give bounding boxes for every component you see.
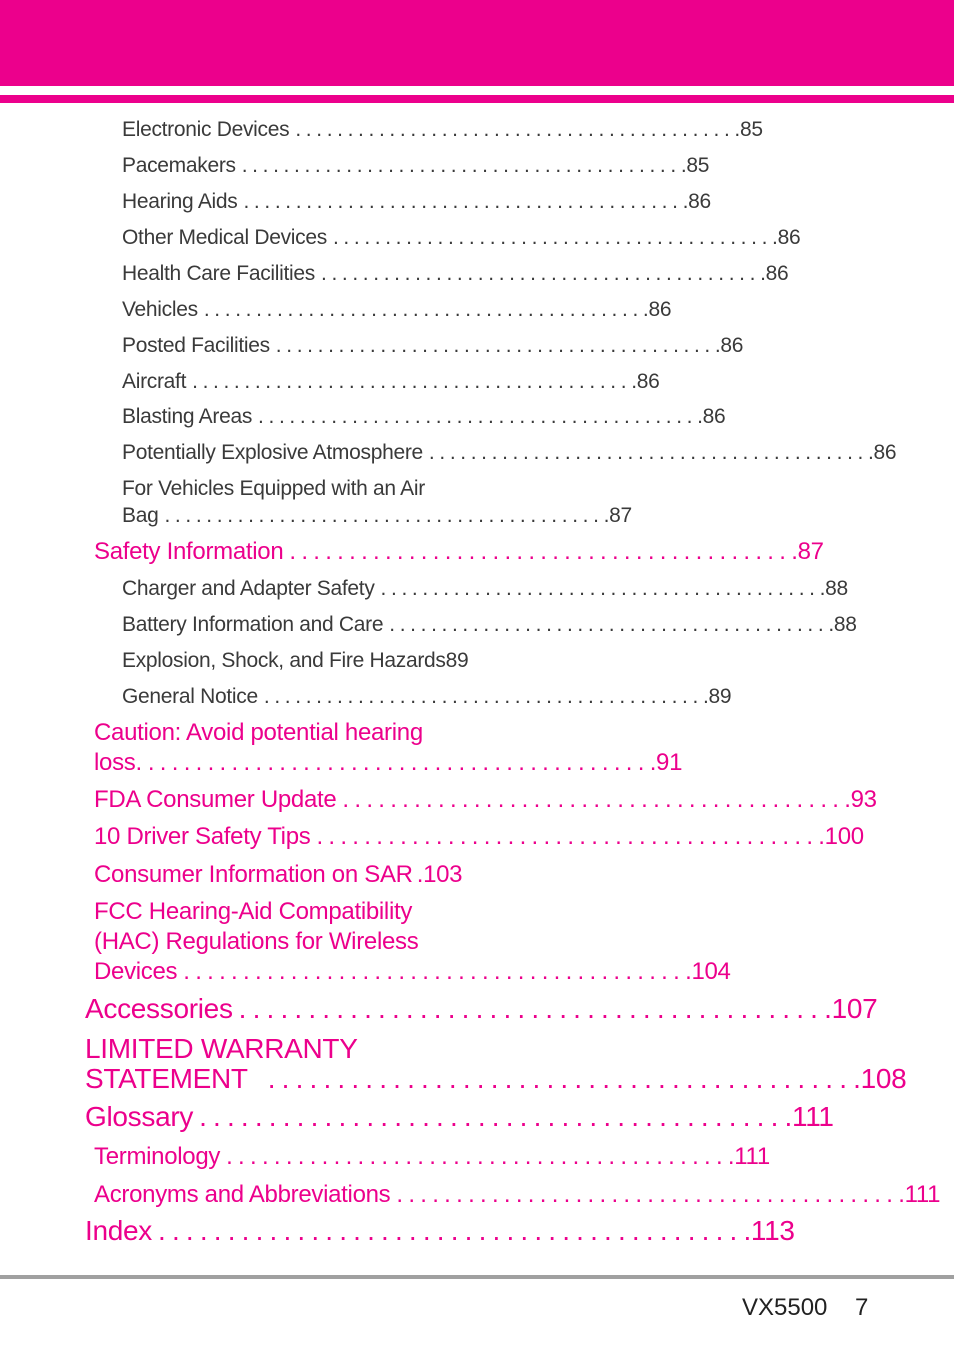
toc-entry[interactable] [85,1033,907,1094]
toc-entry-title: Health Care Facilities [122,262,315,285]
header-bar [0,0,954,86]
toc-entry[interactable] [122,296,672,323]
toc-entry-title: FDA Consumer Update [94,786,337,813]
toc-entry-page: 89 [445,649,469,672]
toc-entry-title: Terminology [94,1143,221,1170]
dot-leader: .......................................... [332,226,773,249]
toc-entry-title-line: Caution: Avoid potential hearing [94,719,423,746]
toc-entry-page: .86 [760,262,789,285]
toc-entry[interactable] [85,1101,834,1132]
toc-entry-page: .103 [416,861,463,888]
dot-leader: .......................................... [275,334,715,357]
toc-entry-title: Vehicles [122,298,198,321]
toc-entry[interactable] [94,1180,941,1210]
toc-entry-title: General Notice [122,685,258,708]
toc-entry-page: .111 [727,1143,770,1170]
dot-leader: .......................................... [192,370,632,393]
dot-leader: .......................................... [199,1101,785,1132]
toc-entry[interactable] [94,718,683,778]
toc-entry[interactable] [94,785,877,815]
toc-entry-title-line: (HAC) Regulations for Wireless [94,928,419,955]
toc-entry-title: Index [85,1215,152,1246]
dot-leader: .......................................... [243,190,683,213]
toc-entry-title: STATEMENT [85,1063,248,1094]
toc-entry-title-line: LIMITED WARRANTY [85,1033,358,1064]
dot-leader: .......................................... [289,538,792,565]
dot-leader: .......................................... [183,958,686,985]
toc-entry[interactable] [122,188,711,215]
toc-entry[interactable] [122,575,848,602]
toc-entry-title: Safety Information [94,538,284,565]
toc-entry-page: .86 [682,190,711,213]
toc-entry[interactable] [94,1142,770,1172]
toc-entry-page: .86 [697,405,726,428]
dot-leader: .......................................... [396,1181,899,1208]
toc-entry-title: Accessories [85,993,233,1024]
toc-entry-page: .113 [743,1215,795,1246]
toc-entry-page: .85 [680,154,710,177]
dot-leader: .......................................... [226,1143,728,1170]
toc-entry-page: .91 [649,749,683,776]
toc-entry-page: .107 [824,993,878,1024]
toc-entry[interactable] [122,368,660,395]
toc-entry-title: Blasting Areas [122,405,253,428]
toc-entry-title: Hearing Aids [122,190,238,213]
toc-entry[interactable] [122,475,632,529]
dot-leader: .......................................... [342,786,845,813]
dot-leader: .......................................... [380,577,820,600]
dot-leader: .......................................... [316,823,819,850]
toc-entry-page: .87 [791,538,824,565]
toc-entry[interactable] [85,1215,795,1246]
dot-leader: .......................................... [241,154,681,177]
toc-entry-title: Battery Information and Care [122,613,384,636]
toc-entry-title: Other Medical Devices [122,226,327,249]
toc-entry-page: .111 [784,1101,834,1132]
toc-entry[interactable] [94,822,864,852]
toc-entry-title-line: For Vehicles Equipped with an Air [122,477,425,500]
dot-leader: .......................................... [258,405,698,428]
toc-entry-title: Explosion, Shock, and Fire Hazards [122,649,446,672]
toc-entry-page: .86 [642,298,672,321]
dot-leader: .......................................... [238,993,825,1024]
toc-entry-page: .100 [818,823,864,850]
toc-entry-page: .89 [702,685,732,708]
toc-entry-title: Devices [94,958,178,985]
toc-entry[interactable] [122,403,726,430]
toc-entry-title: Glossary [85,1101,194,1132]
dot-leader: .......................................... [389,613,829,636]
toc-entry[interactable] [94,860,463,890]
toc-entry-title: 10 Driver Safety Tips [94,823,311,850]
toc-entry-title: Bag [122,504,159,527]
toc-entry-title: Electronic Devices [122,118,290,141]
dot-leader: .......................................... [320,262,761,285]
dot-leader: .......................................... [295,118,735,141]
dot-leader: .......................................... [267,1063,854,1094]
dot-leader: .......................................... [263,685,703,708]
footer-page-number: 7 [855,1294,869,1321]
toc-entry-title: Posted Facilities [122,334,270,357]
toc-entry-page: .104 [685,958,731,985]
header-rule [0,95,954,103]
toc-entry-title: Charger and Adapter Safety [122,577,375,600]
toc-entry-page: .86 [714,334,744,357]
toc-entry-title: Consumer Information on SAR [94,861,413,888]
dot-leader: .......................................... [147,749,650,776]
toc-entry-page: .111 [898,1181,941,1208]
dot-leader: .......................................... [164,504,604,527]
toc-entry-page: .88 [828,613,857,636]
toc-entry-page: .86 [631,370,660,393]
toc-entry[interactable] [122,683,732,710]
toc-entry-page: .88 [819,577,848,600]
footer-model-name: VX5500 [742,1294,828,1321]
toc-entry[interactable] [122,439,897,466]
toc-entry[interactable] [122,332,744,359]
footer-rule [0,1275,954,1279]
toc-entry[interactable] [94,897,731,987]
toc-entry[interactable] [94,537,824,567]
toc-entry-page: .87 [603,504,632,527]
toc-entry-title: Aircraft [122,370,187,393]
toc-entry-page: .86 [868,441,897,464]
toc-entry-title: Potentially Explosive Atmosphere [122,441,423,464]
toc-entry[interactable] [85,993,878,1024]
toc-entry[interactable] [122,152,710,179]
toc-entry[interactable] [122,224,801,251]
toc-entry-title: Acronyms and Abbreviations [94,1181,391,1208]
toc-entry[interactable] [122,647,469,674]
toc-entry-title: Pacemakers [122,154,236,177]
toc-entry-page: .85 [734,118,763,141]
toc-entry-page: .86 [772,226,801,249]
dot-leader: .......................................... [203,298,643,321]
toc-entry[interactable] [122,116,763,143]
toc-entry[interactable] [122,611,857,638]
dot-leader: .......................................... [158,1215,744,1246]
toc-entry-title-line: FCC Hearing-Aid Compatibility [94,898,413,925]
toc-entry-page: .108 [853,1063,907,1094]
dot-leader: .......................................... [428,441,868,464]
toc-entry-page: .93 [844,786,877,813]
toc-entry-title: loss. [94,749,142,776]
toc-entry[interactable] [122,260,789,287]
